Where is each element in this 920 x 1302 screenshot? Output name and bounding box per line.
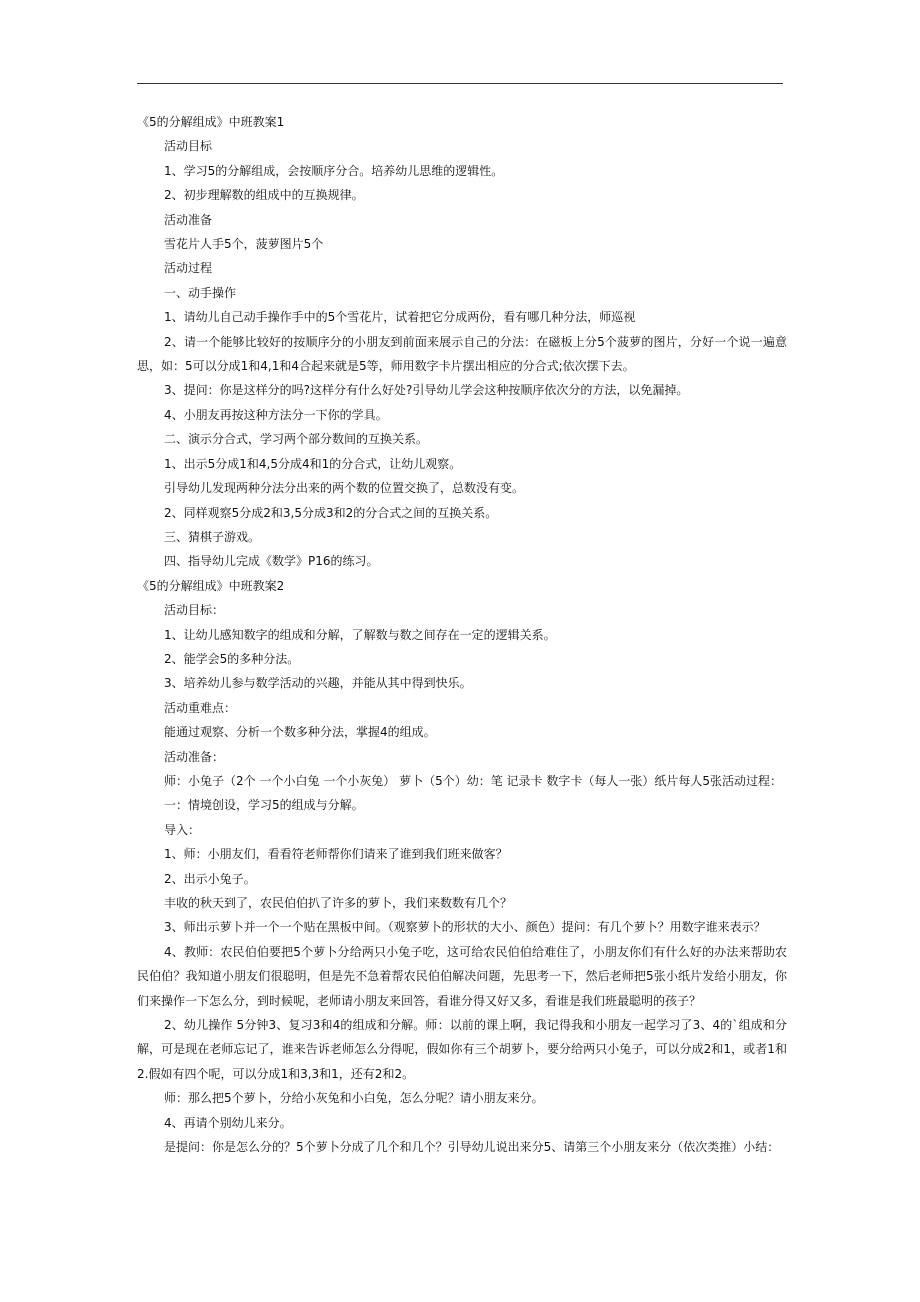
process-step-heading-1: 一、动手操作 (164, 285, 237, 300)
lesson-title-2: 《5的分解组成》中班教案2 (137, 578, 285, 593)
section-heading-goals: 活动目标 (164, 139, 213, 154)
goal-item-3: 3、培养幼儿参与数学活动的兴趣，并能从其中得到快乐。 (164, 676, 472, 691)
document-body (137, 110, 787, 1159)
process-paragraph: 2、同样观察5分成2和3,5分成3和2的分合式之间的互换关系。 (164, 505, 498, 520)
process-paragraph: 导入： (164, 822, 201, 837)
process-paragraph: 3、师出示萝卜并一个一个贴在黑板中间。（观察萝卜的形状的大小、颜色）提问：有几个萝卜？用数字谁来表示？ (164, 920, 766, 935)
process-step-heading-3: 三、猜棋子游戏。 (164, 529, 261, 544)
process-step-heading-1: 一：情境创设，学习5的组成与分解。 (164, 798, 364, 813)
process-step-heading-4: 四、指导幼儿完成《数学》P16的练习。 (164, 554, 379, 569)
section-heading-key-points: 活动重难点： (164, 700, 237, 715)
process-paragraph: 4、再请个别幼儿来分。 (164, 1115, 292, 1130)
section-heading-goals: 活动目标： (164, 603, 225, 618)
process-paragraph: 引导幼儿发现两种分法分出来的两个数的位置交换了，总数没有变。 (164, 481, 525, 496)
section-heading-preparation: 活动准备 (164, 212, 213, 227)
process-paragraph: 1、请幼儿自己动手操作手中的5个雪花片，试着把它分成两份，看有哪几种分法，师巡视 (164, 310, 636, 325)
process-paragraph: 师：那么把5个萝卜，分给小灰兔和小白兔，怎么分呢？请小朋友来分。 (164, 1091, 544, 1106)
section-heading-process: 活动过程 (164, 261, 213, 276)
lesson-title-1: 《5的分解组成》中班教案1 (137, 115, 285, 129)
process-paragraph: 2、请一个能够比较好的按顺序分的小朋友到前面来展示自己的分法：在磁板上分5个菠萝的图片，分好一个说一遍意思，如：5可以分成1和4,1和4合起来就是5等，师用数字卡片摆出相应的分合式;依次摆下去。 (137, 334, 787, 374)
goal-item-2: 2、能学会5的多种分法。 (164, 651, 300, 666)
preparation-text: 雪花片人手5个，菠萝图片5个 (164, 237, 324, 252)
process-paragraph: 1、师：小朋友们，看看符老师帮你们请来了谁到我们班来做客？ (164, 847, 508, 862)
section-heading-preparation: 活动准备： (164, 749, 225, 764)
preparation-text: 师：小兔子（2个 一个小白兔 一个小灰兔） 萝卜（5个）幼：笔 记录卡 数字卡（每人一张）纸片每人5张活动过程： (164, 773, 782, 788)
process-paragraph: 1、出示5分成1和4,5分成4和1的分合式，让幼儿观察。 (164, 456, 462, 471)
process-paragraph: 4、教师：农民伯伯要把5个萝卜分给两只小兔子吃，这可给农民伯伯给难住了，小朋友你们有什么好的办法来帮助农民伯伯？我知道小朋友们很聪明，但是先不急着帮农民伯伯解决问题，先思考一下，然后老师把5张小纸片发给小朋友，你们来操作一下怎么分，到时候呢，老师请小朋友来回答，看谁分得又好又多，看谁是我们班最聪明的孩子？ (137, 944, 787, 1008)
process-paragraph: 丰收的秋天到了，农民伯伯扒了许多的萝卜，我们来数数有几个？ (164, 896, 513, 910)
goal-item-2: 2、初步理解数的组成中的互换规律。 (164, 188, 364, 203)
goal-item-1: 1、学习5的分解组成，会按顺序分合。培养幼儿思维的逻辑性。 (164, 163, 504, 178)
key-points-text: 能通过观察、分析一个数多种分法，掌握4的组成。 (164, 725, 436, 740)
goal-item-1: 1、让幼儿感知数字的组成和分解，了解数与数之间存在一定的逻辑关系。 (164, 627, 556, 642)
process-paragraph: 2、出示小兔子。 (164, 871, 256, 886)
process-paragraph: 4、小朋友再按这种方法分一下你的学具。 (164, 407, 388, 422)
process-paragraph: 3、提问：你是这样分的吗?这样分有什么好处?引导幼儿学会这种按顺序依次分的方法，以免漏掉。 (164, 383, 689, 398)
process-step-heading-2: 二、演示分合式，学习两个部分数间的互换关系。 (164, 432, 429, 447)
header-rule (137, 83, 783, 84)
process-paragraph: 2、幼儿操作 5分钟3、复习3和4的组成和分解。师：以前的课上啊，我记得我和小朋友一起学习了3、4的`组成和分解，可是现在老师忘记了，谁来告诉老师怎么分得呢，假如你有三个胡萝卜，要分给两只小兔子，可以分成2和1，或者1和2.假如有四个呢，可以分成1和3,3和1，还有2和2。 (137, 1018, 787, 1081)
process-paragraph: 是提问：你是怎么分的？5个萝卜分成了几个和几个？引导幼儿说出来分5、请第三个小朋友来分（依次类推）小结： (164, 1140, 780, 1155)
